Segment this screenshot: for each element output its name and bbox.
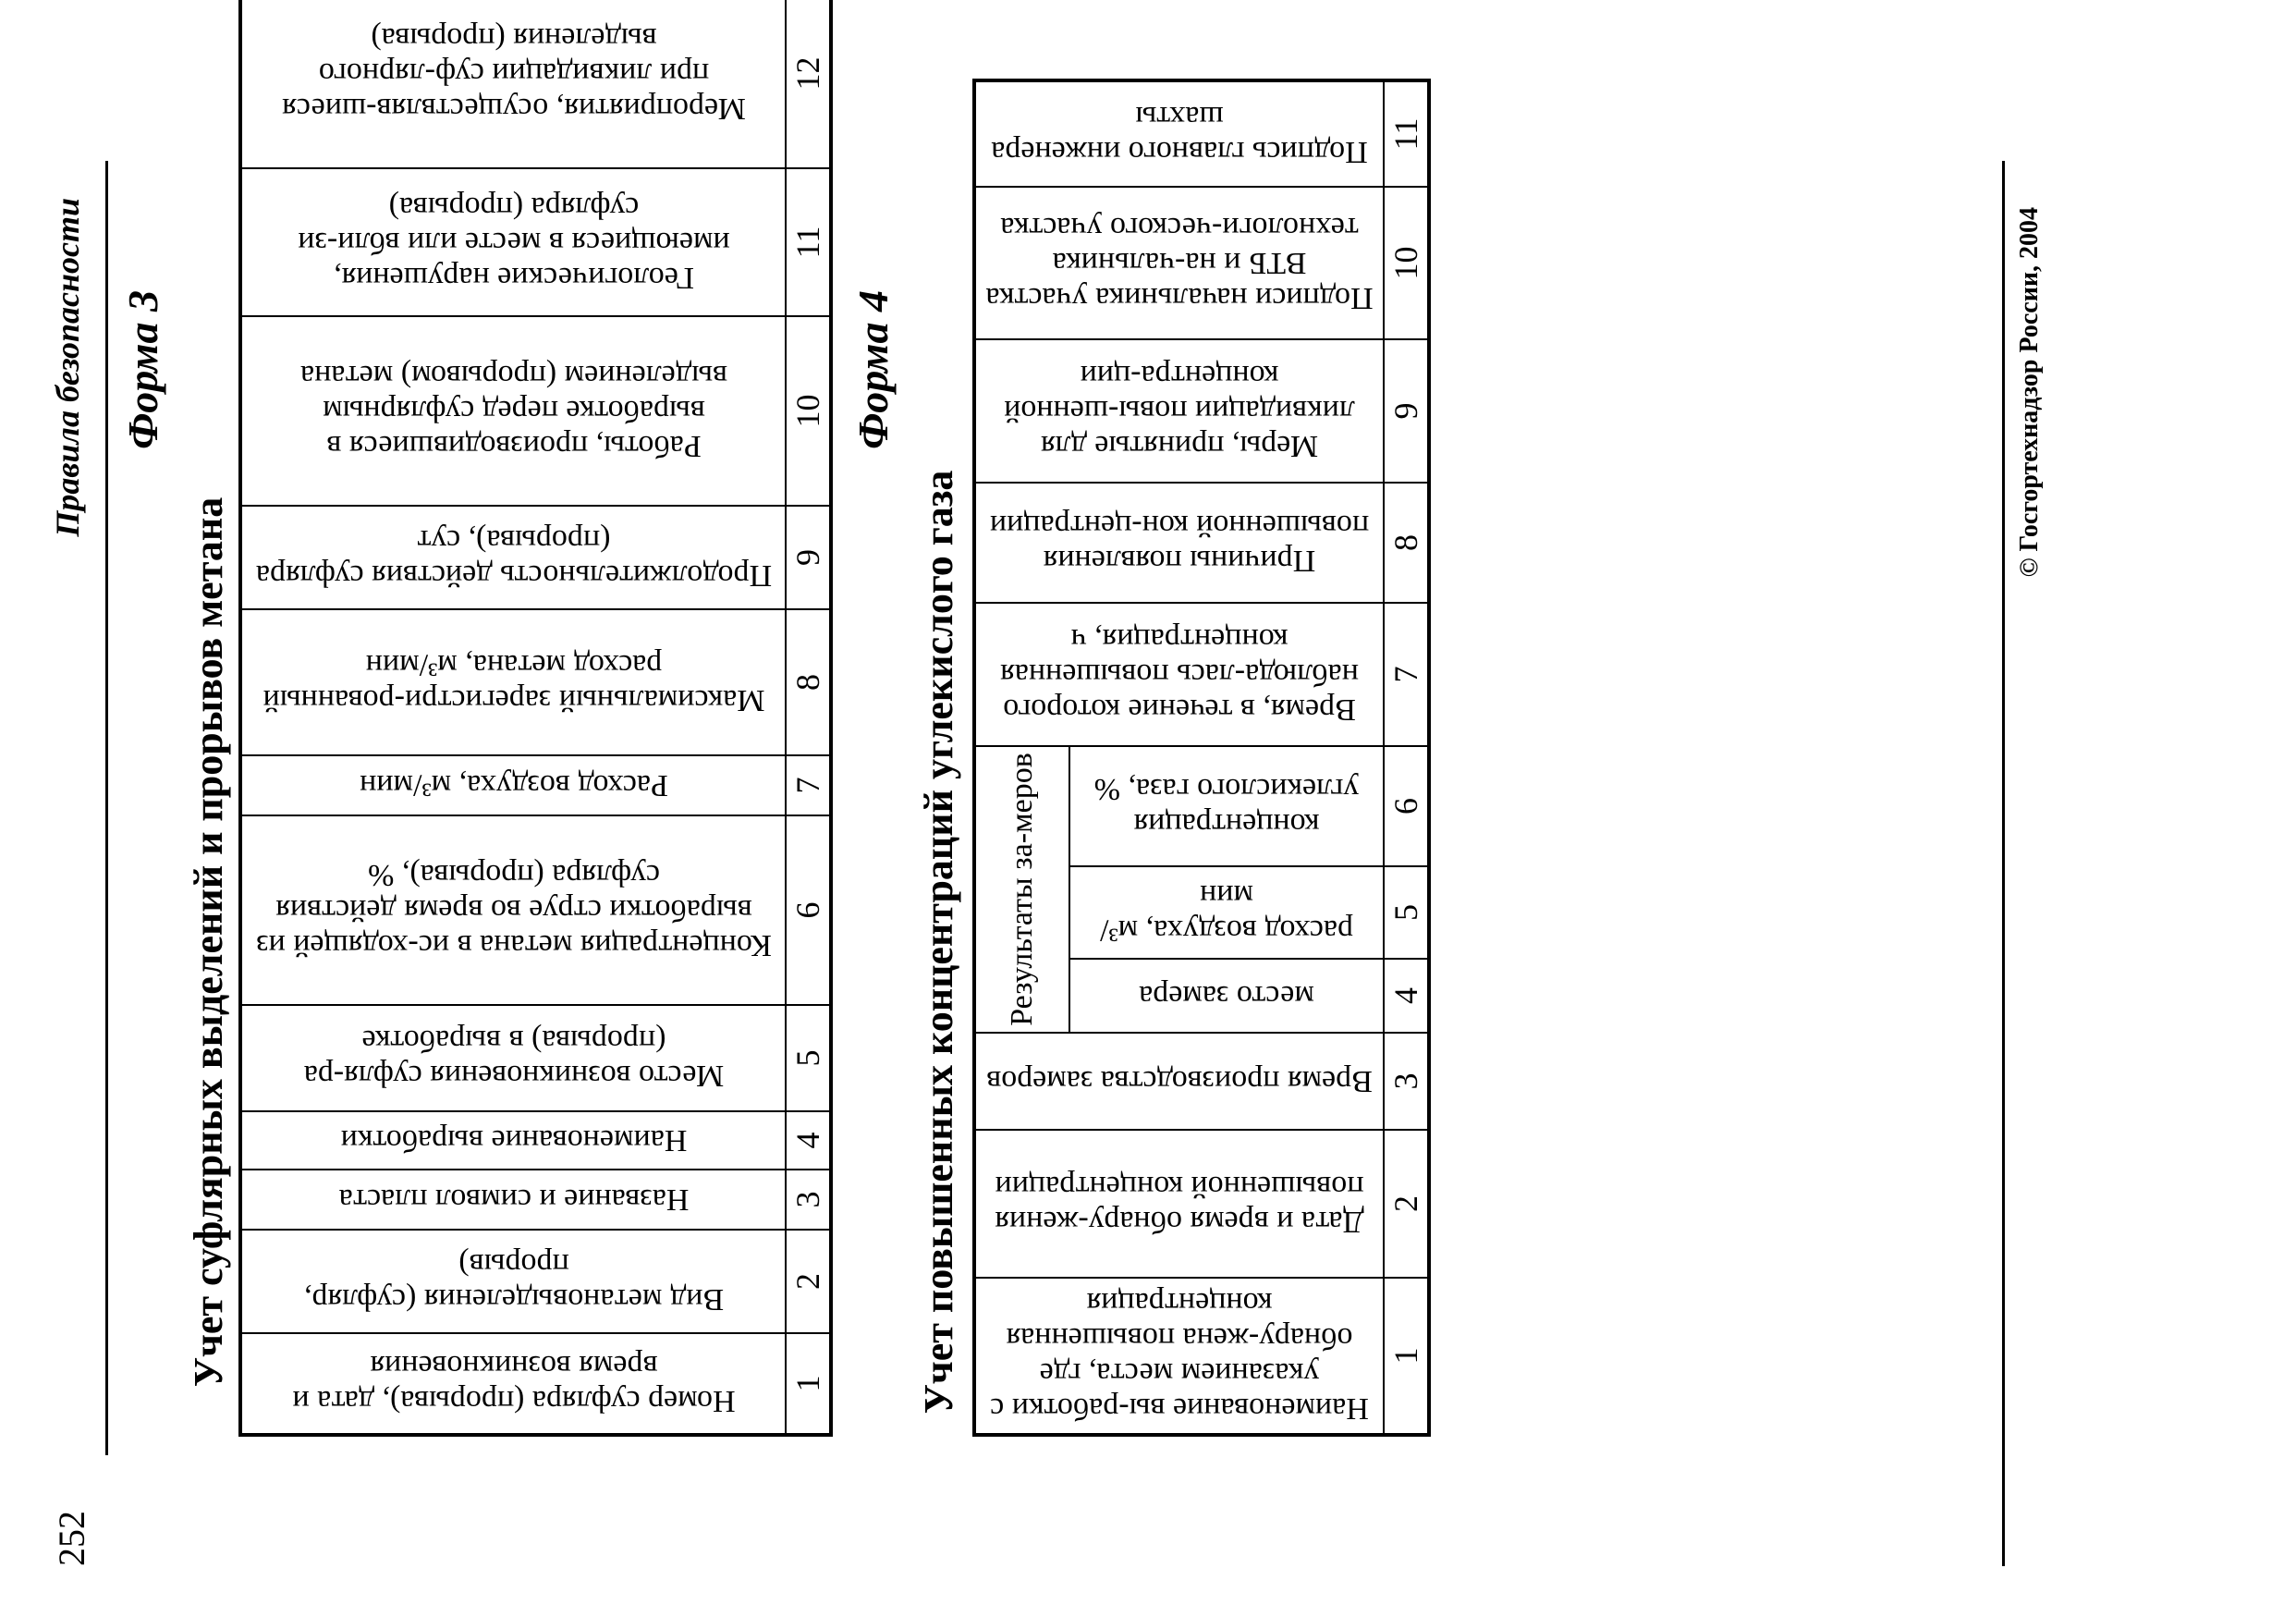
column-number: 8 <box>786 609 831 755</box>
form4-header-cell: Время, в течение которого наблюда-лась повышенная концентрация, ч <box>974 603 1384 746</box>
form3-header-cell: Наименование выработки <box>240 1111 786 1170</box>
form3-title: Учет суфлярных выделений и прорывов метана <box>186 496 231 1388</box>
form3-header-cell: Мероприятия, осуществляв-шиеся при ликвидации суф-лярного выделения (прорыва) <box>240 0 786 168</box>
column-number: 2 <box>786 1230 831 1333</box>
form3-header-cell: Расход воздуха, м³/мин <box>240 755 786 815</box>
form3-header-cell: Вид метановыделения (суфляр, прорыв) <box>240 1230 786 1333</box>
form4-table <box>972 79 1431 1437</box>
form3-header-row <box>240 0 786 1435</box>
form4-label: Форма 4 <box>849 290 897 449</box>
column-number: 11 <box>786 168 831 316</box>
column-number: 3 <box>786 1170 831 1230</box>
column-number: 3 <box>1384 1033 1429 1130</box>
form3-header-cell: Геологические нарушения, имеющиеся в месте или вбли-зи суфляра (прорыва) <box>240 168 786 316</box>
form4-header-cell: Наименование вы-работки с указанием места, где обнару-жена повышенная концентрация <box>974 1278 1384 1435</box>
form4-subheader-cell: расход воздуха, м³/мин <box>1069 866 1384 959</box>
form4-header-cell: Причины появления повышенной кон-центрации <box>974 483 1384 603</box>
form4-header-cell: Дата и время обнару-жения повышенной концентрации <box>974 1130 1384 1278</box>
bottom-margin-rule <box>2002 161 2005 1566</box>
column-number: 6 <box>786 815 831 1005</box>
column-number: 12 <box>786 0 831 168</box>
column-number: 10 <box>786 316 831 506</box>
column-number: 11 <box>1384 80 1429 187</box>
form3-label: Форма 3 <box>119 290 166 449</box>
column-number: 6 <box>1384 746 1429 866</box>
column-number: 7 <box>1384 603 1429 746</box>
form4-number-row <box>1384 80 1429 1435</box>
column-number: 5 <box>1384 866 1429 959</box>
top-margin-rule <box>105 161 108 1455</box>
column-number: 4 <box>786 1111 831 1170</box>
copyright-footer: © Госгортехнадзор России, 2004 <box>2015 207 2044 578</box>
form4-header-cell: Подписи начальника участка ВТБ и на-чальника технологи-ческого участка <box>974 187 1384 339</box>
form3-table <box>238 0 833 1437</box>
form4-header-row-1 <box>974 80 1069 1435</box>
column-number: 9 <box>1384 339 1429 483</box>
form4-group-header: Результаты за-меров <box>974 746 1069 1033</box>
page-number: 252 <box>51 1511 92 1566</box>
column-number: 2 <box>1384 1130 1429 1278</box>
running-title: Правила безопасности <box>49 198 86 537</box>
form3-header-cell: Концентрация метана в ис-ходящей из выработки струе во время действия суфляра (прорыва), % <box>240 815 786 1005</box>
form4-header-cell: Меры, принятые для ликвидации повы-шенной концентра-ции <box>974 339 1384 483</box>
column-number: 8 <box>1384 483 1429 603</box>
column-number: 5 <box>786 1005 831 1111</box>
form3-header-cell: Максимальный зарегистри-рованный расход метана, м³/мин <box>240 609 786 755</box>
book-page <box>30 22 2266 1594</box>
form4-header-cell: Время производства замеров <box>974 1033 1384 1130</box>
column-number: 1 <box>1384 1278 1429 1435</box>
form3-header-cell: Работы, производившиеся в выработке перед суфлярным выделением (прорывом) метана <box>240 316 786 506</box>
form3-header-cell: Номер суфляра (прорыва), дата и время возникновения <box>240 1333 786 1435</box>
form3-number-row <box>786 0 831 1435</box>
column-number: 9 <box>786 506 831 609</box>
form3-header-cell: Место возникновения суфля-ра (прорыва) в выработке <box>240 1005 786 1111</box>
column-number: 7 <box>786 755 831 815</box>
column-number: 4 <box>1384 959 1429 1033</box>
form4-header-cell: Подпись главного инженера шахты <box>974 80 1384 187</box>
form3-header-cell: Продолжительность действия суфляра (прорыва), сут <box>240 506 786 609</box>
column-number: 1 <box>786 1333 831 1435</box>
form3-header-cell: Название и символ пласта <box>240 1170 786 1230</box>
form4-subheader-cell: концентрация углекислого газа, % <box>1069 746 1384 866</box>
form4-subheader-cell: место замера <box>1069 959 1384 1033</box>
form4-title: Учет повышенных концентраций углекислого газа <box>916 470 961 1415</box>
column-number: 10 <box>1384 187 1429 339</box>
